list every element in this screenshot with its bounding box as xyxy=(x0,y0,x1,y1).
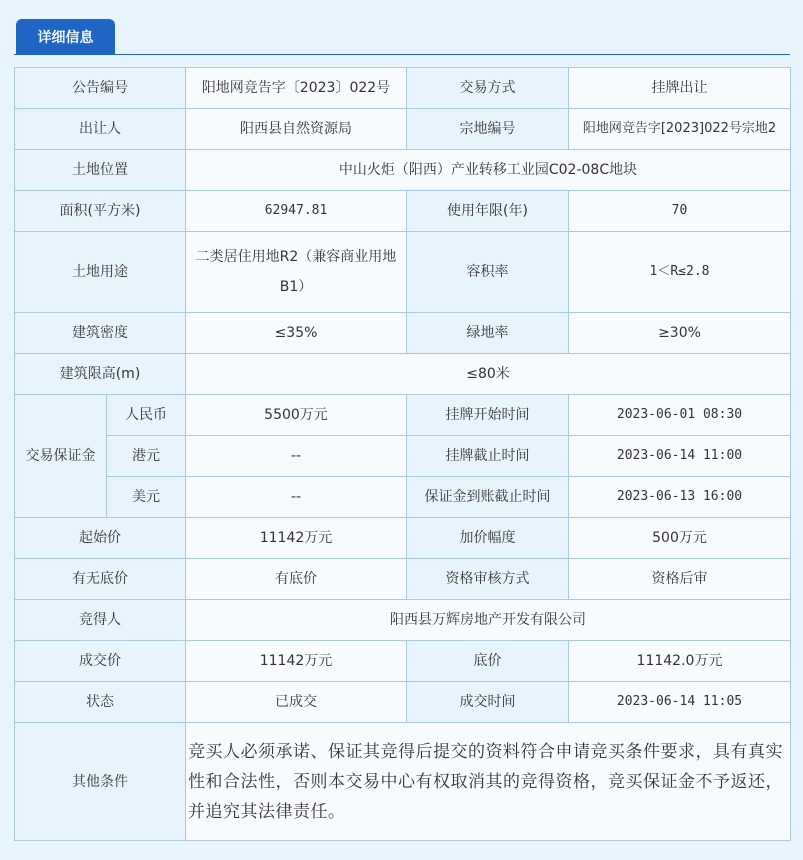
table-row xyxy=(15,641,791,682)
table-row xyxy=(15,150,791,191)
table-row xyxy=(15,109,791,150)
detail-table xyxy=(14,67,791,841)
grantor-value: 阳西县自然资源局 xyxy=(186,109,407,150)
deal-time-label: 成交时间 xyxy=(407,682,569,723)
trade-method-label: 交易方式 xyxy=(407,68,569,109)
list-start-label: 挂牌开始时间 xyxy=(407,395,569,436)
status-label: 状态 xyxy=(15,682,186,723)
green-ratio-value: ≥30% xyxy=(569,313,791,354)
table-row xyxy=(15,395,791,436)
table-row xyxy=(15,436,791,477)
table-row xyxy=(15,477,791,518)
deal-time-value: 2023-06-14 11:05 xyxy=(569,682,791,723)
trade-method-value: 挂牌出让 xyxy=(569,68,791,109)
table-row xyxy=(15,723,791,841)
deposit-label: 交易保证金 xyxy=(15,395,107,518)
winner-label: 竞得人 xyxy=(15,600,186,641)
plot-ratio-value: 1＜R≤2.8 xyxy=(569,232,791,313)
deal-price-label: 成交价 xyxy=(15,641,186,682)
base-price-value: 11142.0万元 xyxy=(569,641,791,682)
land-use-value: 二类居住用地R2（兼容商业用地B1） xyxy=(186,232,407,313)
review-label: 资格审核方式 xyxy=(407,559,569,600)
increment-label: 加价幅度 xyxy=(407,518,569,559)
deal-price-value: 11142万元 xyxy=(186,641,407,682)
land-use-label: 土地用途 xyxy=(15,232,186,313)
plot-ratio-label: 容积率 xyxy=(407,232,569,313)
table-row xyxy=(15,313,791,354)
table-row xyxy=(15,559,791,600)
deposit-rmb-label: 人民币 xyxy=(107,395,186,436)
term-label: 使用年限(年) xyxy=(407,191,569,232)
green-ratio-label: 绿地率 xyxy=(407,313,569,354)
height-limit-label: 建筑限高(m) xyxy=(15,354,186,395)
list-end-value: 2023-06-14 11:00 xyxy=(569,436,791,477)
increment-value: 500万元 xyxy=(569,518,791,559)
review-value: 资格后审 xyxy=(569,559,791,600)
parcel-no-label: 宗地编号 xyxy=(407,109,569,150)
tab-bar xyxy=(14,0,790,55)
list-end-label: 挂牌截止时间 xyxy=(407,436,569,477)
grantor-label: 出让人 xyxy=(15,109,186,150)
deposit-hkd-label: 港元 xyxy=(107,436,186,477)
tab-detail-info[interactable]: 详细信息 xyxy=(16,19,115,54)
status-value: 已成交 xyxy=(186,682,407,723)
base-price-label: 底价 xyxy=(407,641,569,682)
reserve-value: 有底价 xyxy=(186,559,407,600)
list-start-value: 2023-06-01 08:30 xyxy=(569,395,791,436)
winner-value: 阳西县万辉房地产开发有限公司 xyxy=(186,600,791,641)
other-value: 竞买人必须承诺、保证其竞得后提交的资料符合申请竞买条件要求，具有真实性和合法性，否则本交易中心有权取消其的竞得资格，竞买保证金不予返还，并追究其法律责任。 xyxy=(186,723,791,841)
start-price-value: 11142万元 xyxy=(186,518,407,559)
height-limit-value: ≤80米 xyxy=(186,354,791,395)
deposit-usd-label: 美元 xyxy=(107,477,186,518)
deposit-deadline-value: 2023-06-13 16:00 xyxy=(569,477,791,518)
table-row xyxy=(15,354,791,395)
deposit-deadline-label: 保证金到账截止时间 xyxy=(407,477,569,518)
density-value: ≤35% xyxy=(186,313,407,354)
reserve-label: 有无底价 xyxy=(15,559,186,600)
start-price-label: 起始价 xyxy=(15,518,186,559)
other-label: 其他条件 xyxy=(15,723,186,841)
area-label: 面积(平方米) xyxy=(15,191,186,232)
density-label: 建筑密度 xyxy=(15,313,186,354)
area-value: 62947.81 xyxy=(186,191,407,232)
term-value: 70 xyxy=(569,191,791,232)
table-row xyxy=(15,518,791,559)
location-label: 土地位置 xyxy=(15,150,186,191)
notice-no-value: 阳地网竞告字〔2023〕022号 xyxy=(186,68,407,109)
deposit-rmb-value: 5500万元 xyxy=(186,395,407,436)
table-row xyxy=(15,682,791,723)
table-row xyxy=(15,232,791,313)
deposit-usd-value: -- xyxy=(186,477,407,518)
table-row xyxy=(15,191,791,232)
parcel-no-value: 阳地网竞告字[2023]022号宗地2 xyxy=(569,109,791,150)
notice-no-label: 公告编号 xyxy=(15,68,186,109)
location-value: 中山火炬（阳西）产业转移工业园C02-08C地块 xyxy=(186,150,791,191)
table-row xyxy=(15,68,791,109)
table-row xyxy=(15,600,791,641)
deposit-hkd-value: -- xyxy=(186,436,407,477)
